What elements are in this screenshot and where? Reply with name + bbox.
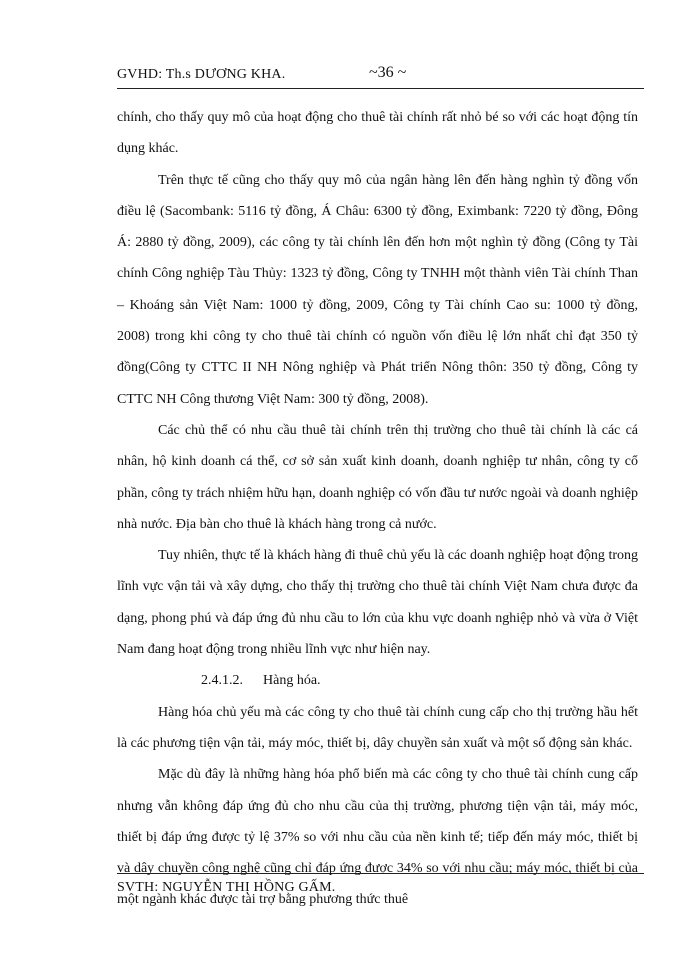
paragraph-goods: Hàng hóa chủ yếu mà các công ty cho thuê tài chính cung cấp cho thị trường hầu hết là các phương tiện vận tải, máy móc, thiết bị, dây chuyền sản xuất và một số động sản khác. [117,704,638,751]
section-number: 2.4.1.2. [201,673,243,689]
section-title: Hàng hóa. [263,673,321,689]
page-header [117,63,638,85]
footer-divider [117,873,644,874]
page-number: ~36 ~ [369,64,407,81]
paragraph-continuation: chính, cho thấy quy mô của hoạt động cho thuê tài chính rất nhỏ bé so với các hoạt động tín dụng khác. [117,110,638,157]
header-supervisor: GVHD: Th.s DƯƠNG KHA. [117,67,286,82]
section-heading [117,665,638,696]
paragraph-lessees: Các chủ thể có nhu cầu thuê tài chính trên thị trường cho thuê tài chính là các cá nhân, hộ kinh doanh cá thể, cơ sở sản xuất kinh doanh, doanh nghiệp tư nhân, công ty cổ phần, công ty trách nhiệm hữu hạn, doanh nghiệp có vốn đầu tư nước ngoài và doanh nghiệp nhà nước. Địa bàn cho thuê là khách hàng trong cả nước. [117,422,638,532]
paragraph-goods-demand: Mặc dù đây là những hàng hóa phổ biến mà các công ty cho thuê tài chính cung cấp nhưng vẫn không đáp ứng đủ cho nhu cầu của thị trường, phương tiện vận tải, máy móc, thiết bị đáp ứng được tỷ lệ 37% so với nhu cầu của nền kinh tế; tiếp đến máy móc, thiết bị và dây chuyền công nghệ cũng chỉ đáp ứng được 34% so với nhu cầu; máy móc, thiết bị của một ngành khác được tài trợ bằng phương thức thuê [117,767,638,908]
page-body [117,102,638,916]
header-divider [117,88,644,89]
paragraph-capital-scale: Trên thực tế cũng cho thấy quy mô của ngân hàng lên đến hàng nghìn tỷ đồng vốn điều lệ (Sacombank: 5116 tỷ đồng, Á Châu: 6300 tỷ đồng, Eximbank: 7220 tỷ đồng, Đông Á: 2880 tỷ đồng, 2009), các công ty tài chính lên đến hơn một nghìn tỷ đồng (Công ty Tài chính Công nghiệp Tàu Thủy: 1323 tỷ đồng, Công ty TNHH một thành viên Tài chính Than – Khoáng sản Việt Nam: 1000 tỷ đồng, 2009, Công ty Tài chính Cao su: 1000 tỷ đồng, 2008) trong khi công ty cho thuê tài chính có nguồn vốn điều lệ lớn nhất chỉ đạt 350 tỷ đồng(Công ty CTTC II NH Nông nghiệp và Phát triển Nông thôn: 350 tỷ đồng, Công ty CTTC NH Công thương Việt Nam: 300 tỷ đồng, 2008). [117,172,638,407]
footer-student: SVTH: NGUYỄN THỊ HỒNG GẤM. [117,880,336,895]
paragraph-market-limits: Tuy nhiên, thực tế là khách hàng đi thuê chủ yếu là các doanh nghiệp hoạt động trong lĩnh vực vận tải và xây dựng, cho thấy thị trường cho thuê tài chính Việt Nam chưa được đa dạng, phong phú và đáp ứng đủ nhu cầu to lớn của khu vực doanh nghiệp nhỏ và vừa ở Việt Nam đang hoạt động trong nhiều lĩnh vực như hiện nay. [117,548,638,658]
